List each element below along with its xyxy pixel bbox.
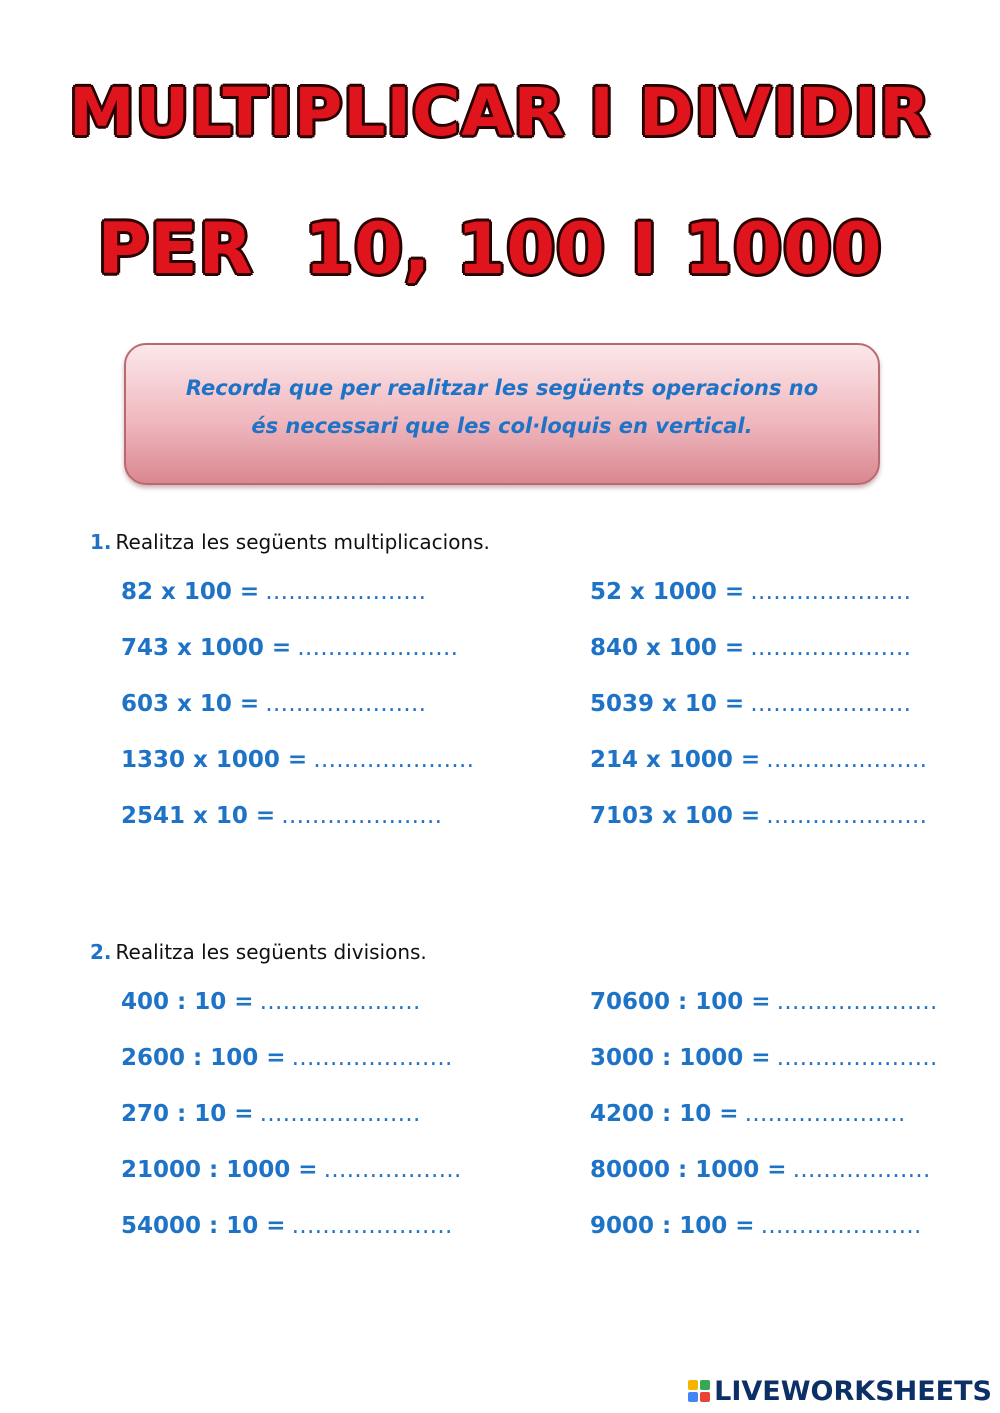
answer-blank[interactable]: …………………	[776, 1045, 938, 1071]
answer-blank[interactable]: …………………	[750, 635, 912, 661]
answer-blank[interactable]: …………………	[259, 989, 421, 1015]
div-exercise	[121, 1101, 421, 1127]
liveworksheets-logo	[688, 1375, 992, 1407]
exercise-expression: 7103 x 100 =	[590, 803, 761, 829]
exercise-expression: 270 : 10 =	[121, 1101, 254, 1127]
mult-exercise	[121, 691, 426, 717]
exercise-expression: 82 x 100 =	[121, 579, 260, 605]
answer-blank[interactable]: …………………	[259, 1101, 421, 1127]
exercise-expression: 1330 x 1000 =	[121, 747, 308, 773]
section-1-number: 1.	[90, 530, 112, 554]
exercise-expression: 2541 x 10 =	[121, 803, 276, 829]
answer-blank[interactable]: ………………	[792, 1157, 931, 1183]
exercise-expression: 400 : 10 =	[121, 989, 254, 1015]
answer-blank[interactable]: ………………	[323, 1157, 462, 1183]
mult-exercise	[590, 747, 927, 773]
exercise-expression: 5039 x 10 =	[590, 691, 745, 717]
section-2-number: 2.	[90, 940, 112, 964]
section-1-instruction: Realitza les següents multiplicacions.	[115, 530, 490, 554]
mult-exercise	[590, 691, 911, 717]
reminder-text	[126, 369, 878, 445]
exercise-expression: 9000 : 100 =	[590, 1213, 755, 1239]
mult-exercise	[590, 635, 911, 661]
answer-blank[interactable]: …………………	[766, 747, 928, 773]
exercise-expression: 2600 : 100 =	[121, 1045, 286, 1071]
exercise-expression: 3000 : 1000 =	[590, 1045, 771, 1071]
exercise-expression: 80000 : 1000 =	[590, 1157, 787, 1183]
reminder-box	[124, 343, 880, 485]
exercise-expression: 840 x 100 =	[590, 635, 745, 661]
section-2-instruction: Realitza les següents divisions.	[115, 940, 427, 964]
mult-exercise	[121, 747, 474, 773]
div-exercise	[590, 1045, 938, 1071]
mult-exercise	[121, 579, 426, 605]
div-exercise	[590, 989, 938, 1015]
mult-exercise	[121, 803, 442, 829]
mult-exercise	[121, 635, 458, 661]
exercise-expression: 214 x 1000 =	[590, 747, 761, 773]
div-exercise	[121, 1157, 462, 1183]
div-exercise	[121, 1045, 453, 1071]
answer-blank[interactable]: …………………	[744, 1101, 906, 1127]
answer-blank[interactable]: …………………	[760, 1213, 922, 1239]
exercise-expression: 4200 : 10 =	[590, 1101, 739, 1127]
exercise-expression: 603 x 10 =	[121, 691, 260, 717]
answer-blank[interactable]: …………………	[313, 747, 475, 773]
title-line-1: MULTIPLICAR I DIVIDIR	[69, 74, 931, 151]
mult-exercise	[590, 803, 927, 829]
answer-blank[interactable]: …………………	[766, 803, 928, 829]
answer-blank[interactable]: …………………	[297, 635, 459, 661]
div-exercise	[590, 1157, 931, 1183]
mult-exercise	[590, 579, 911, 605]
exercise-expression: 70600 : 100 =	[590, 989, 771, 1015]
reminder-line-2: és necessari que les col·loquis en vertical.	[251, 414, 753, 438]
exercise-expression: 52 x 1000 =	[590, 579, 745, 605]
answer-blank[interactable]: …………………	[291, 1213, 453, 1239]
exercise-expression: 21000 : 1000 =	[121, 1157, 318, 1183]
title-line-2: PER 10, 100 I 1000	[97, 208, 883, 290]
div-exercise	[590, 1101, 906, 1127]
logo-text: LIVEWORKSHEETS	[714, 1375, 992, 1407]
section-1-heading	[90, 530, 490, 554]
answer-blank[interactable]: …………………	[265, 691, 427, 717]
div-exercise	[121, 1213, 453, 1239]
answer-blank[interactable]: …………………	[281, 803, 443, 829]
answer-blank[interactable]: …………………	[265, 579, 427, 605]
logo-squares-icon	[688, 1380, 710, 1402]
div-exercise	[590, 1213, 922, 1239]
answer-blank[interactable]: …………………	[750, 691, 912, 717]
exercise-expression: 54000 : 10 =	[121, 1213, 286, 1239]
answer-blank[interactable]: …………………	[291, 1045, 453, 1071]
answer-blank[interactable]: …………………	[776, 989, 938, 1015]
reminder-line-1: Recorda que per realitzar les següents operacions no	[185, 376, 819, 400]
exercise-expression: 743 x 1000 =	[121, 635, 292, 661]
div-exercise	[121, 989, 421, 1015]
answer-blank[interactable]: …………………	[750, 579, 912, 605]
section-2-heading	[90, 940, 427, 964]
